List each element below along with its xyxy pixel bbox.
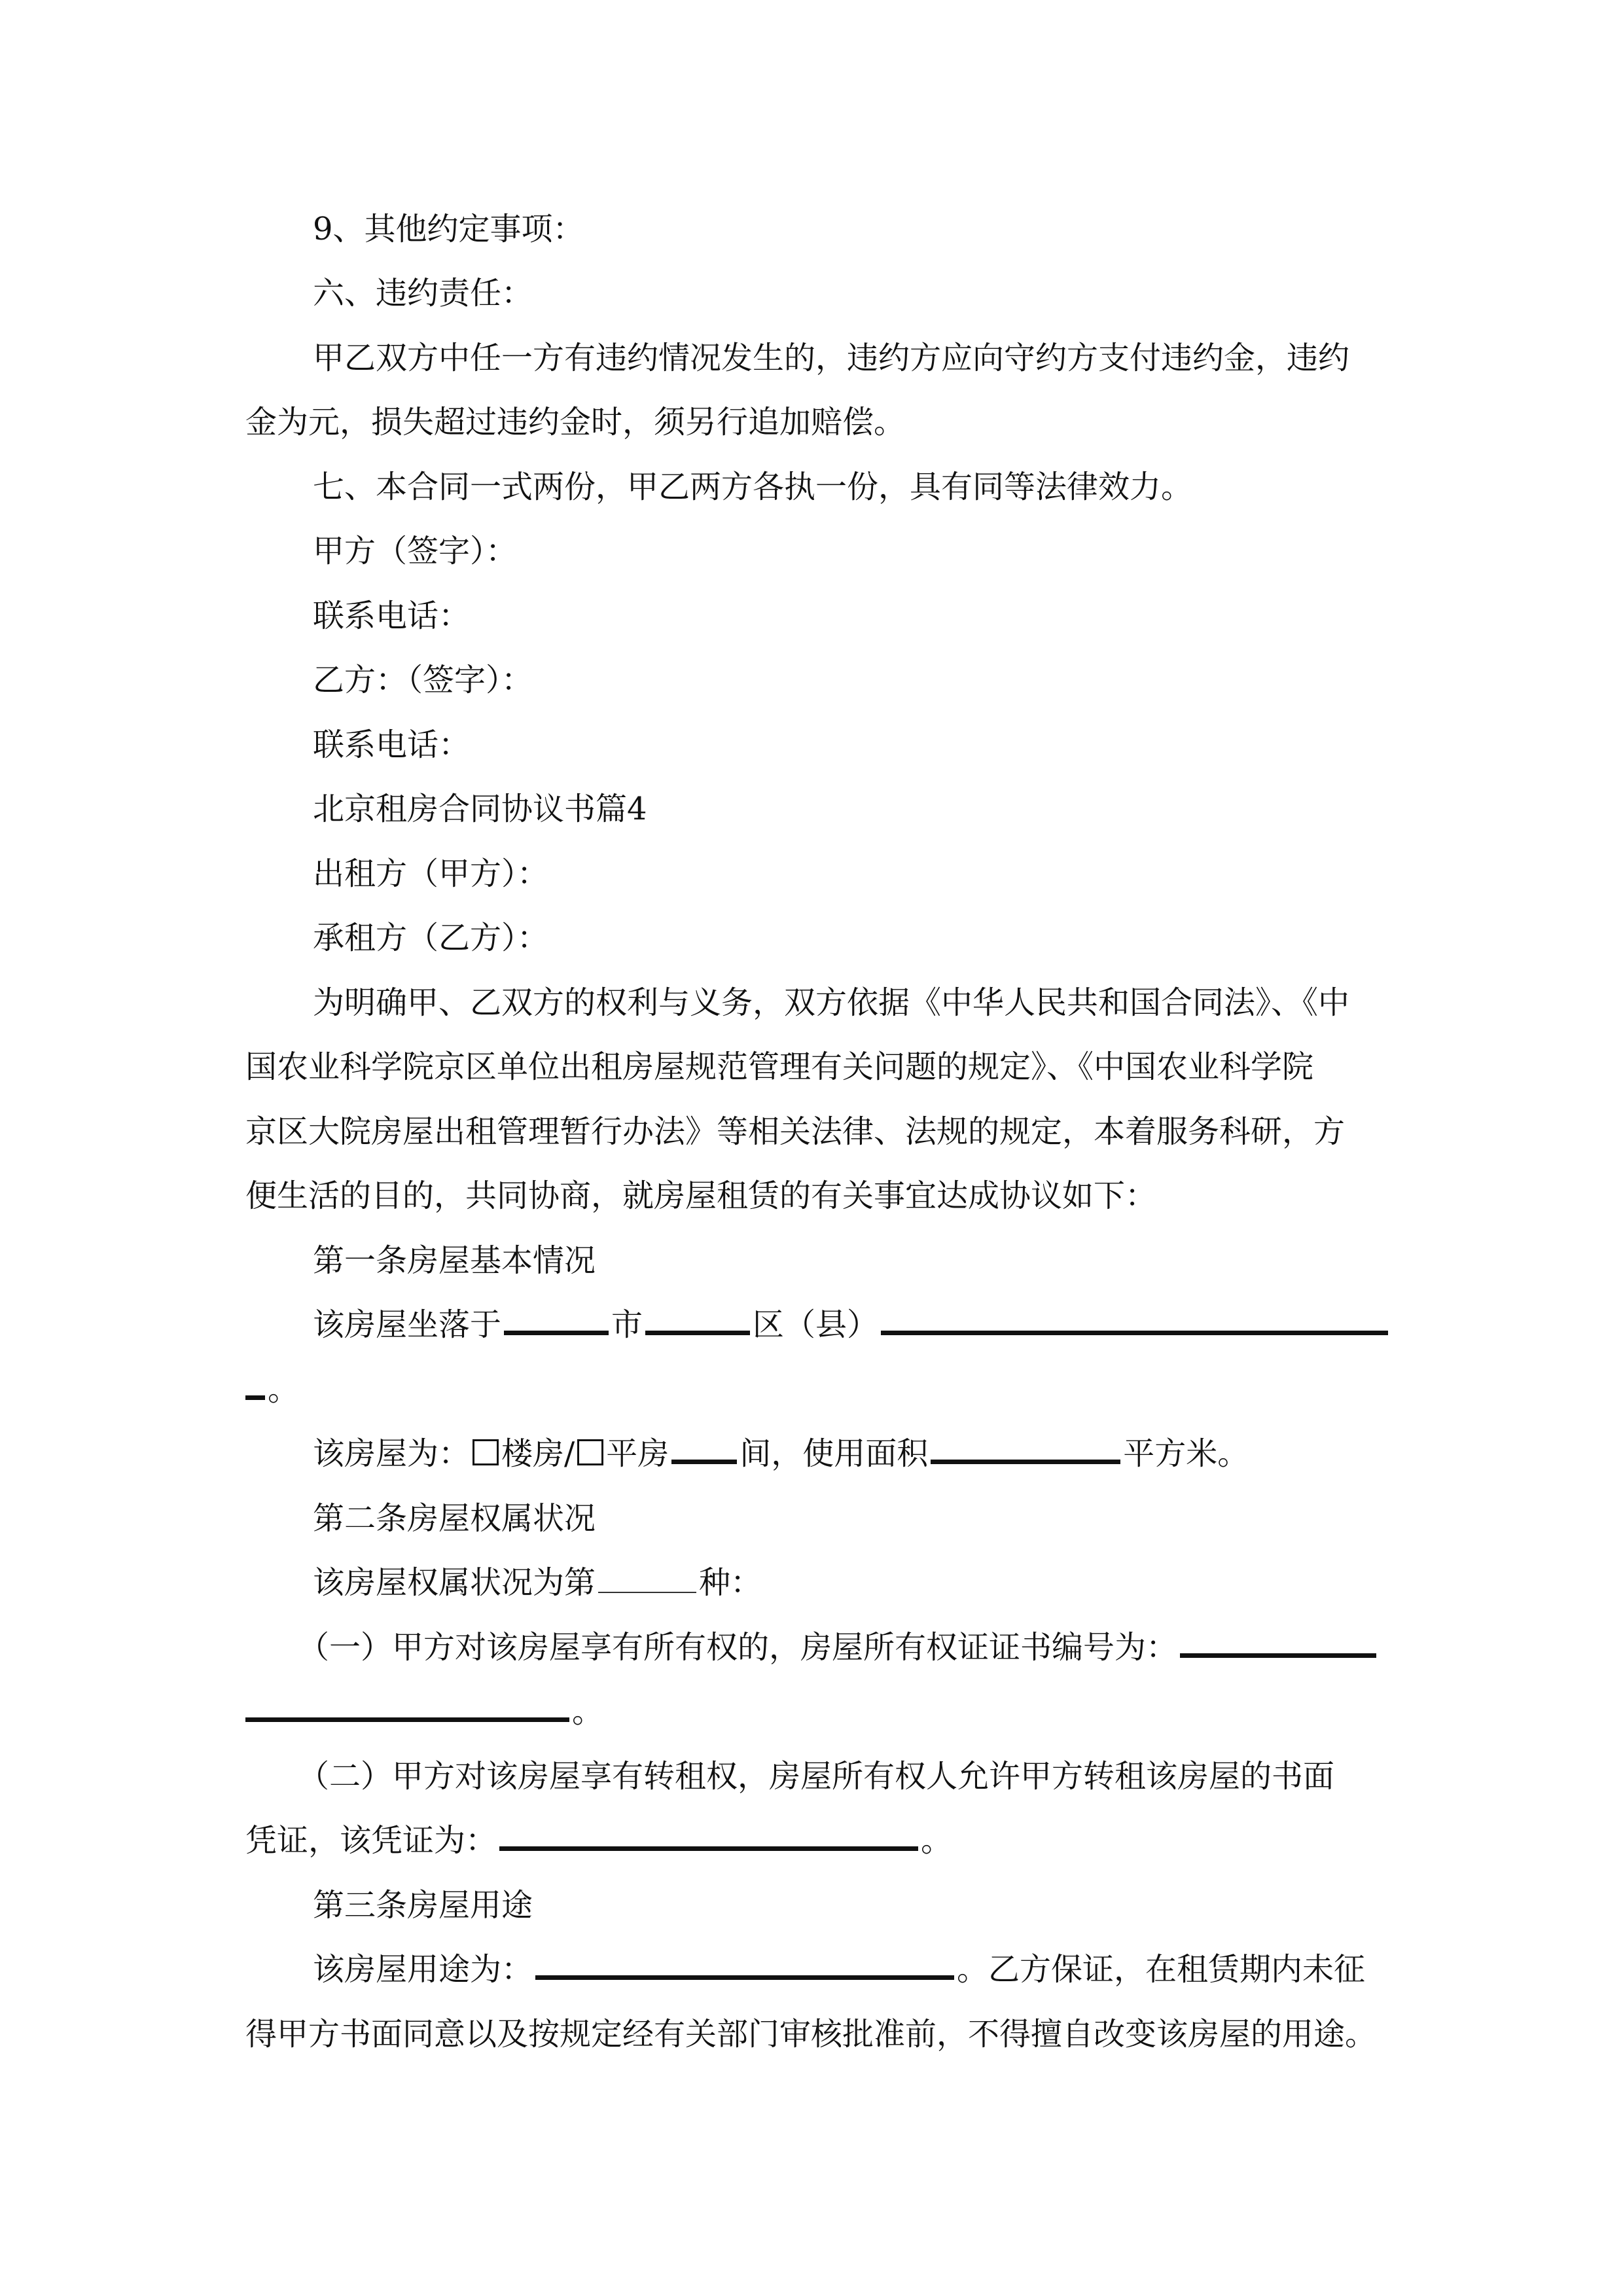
article-3-heading: 第三条房屋用途 [313, 1887, 533, 1924]
ownership-clause-1-text: （一）甲方对该房屋享有所有权的，房屋所有权证证书编号为： [298, 1629, 1178, 1666]
ownership-type-blank[interactable] [598, 1566, 696, 1593]
district-blank[interactable] [645, 1304, 750, 1335]
usage-line-2: 得甲方书面同意以及按规定经有关部门审核批准前，不得擅自改变该房屋的用途。 [245, 2016, 1377, 2053]
location-label: 该房屋坐落于 [313, 1306, 502, 1343]
article-2-heading: 第二条房屋权属状况 [313, 1500, 596, 1537]
breach-paragraph-line-1: 甲乙双方中任一方有违约情况发生的，违约方应向守约方支付违约金，违约 [313, 340, 1350, 376]
sublease-period: 。 [921, 1822, 953, 1859]
district-label: 区（县） [753, 1306, 879, 1343]
usage-guarantee: 。乙方保证，在租赁期内未征 [957, 1951, 1366, 1988]
ownership-type-suffix: 种： [699, 1564, 762, 1601]
city-label: 市 [611, 1306, 643, 1343]
sublease-clause-line-2 [245, 1808, 952, 1873]
room-count-blank[interactable] [671, 1433, 737, 1464]
usage-blank[interactable] [535, 1949, 954, 1980]
city-blank[interactable] [504, 1304, 609, 1335]
contract-title-part-4: 北京租房合同协议书篇4 [313, 791, 647, 827]
certificate-number-blank-continued[interactable] [245, 1691, 569, 1722]
location-line [313, 1292, 1391, 1357]
address-blank-continued[interactable] [245, 1369, 265, 1400]
clause-9-other-matters: 9、其他约定事项： [313, 211, 584, 247]
usage-line [313, 1937, 1365, 2002]
usage-label: 该房屋用途为： [313, 1951, 533, 1988]
location-period: 。 [268, 1371, 300, 1408]
house-type-line [313, 1421, 1249, 1486]
preamble-line-4: 便生活的目的，共同协商，就房屋租赁的有关事宜达成协议如下： [245, 1177, 1157, 1214]
address-blank[interactable] [881, 1304, 1388, 1335]
lessor-label: 出租方（甲方）： [313, 855, 549, 892]
breach-paragraph-line-2: 金为元，损失超过违约金时，须另行追加赔偿。 [245, 404, 906, 440]
building-label: 楼房/ [501, 1435, 575, 1472]
area-blank[interactable] [931, 1433, 1120, 1464]
section-6-heading: 六、违约责任： [313, 275, 533, 312]
area-label: 间，使用面积 [740, 1435, 929, 1472]
area-unit: 平方米。 [1123, 1435, 1249, 1472]
ownership-clause-1-period: 。 [572, 1693, 604, 1730]
location-line-end [245, 1357, 299, 1422]
party-b-signature-label: 乙方：（签字）： [313, 662, 533, 698]
ownership-type-label: 该房屋权属状况为第 [313, 1564, 596, 1601]
preamble-line-2: 国农业科学院京区单位出租房屋规范管理有关问题的规定》、《中国农业科学院 [245, 1049, 1314, 1085]
ownership-type-line [313, 1550, 762, 1615]
section-7-copies: 七、本合同一式两份，甲乙两方各执一份，具有同等法律效力。 [313, 469, 1193, 505]
ownership-clause-1-end [245, 1679, 603, 1744]
house-type-label: 该房屋为： [313, 1435, 471, 1472]
preamble-line-1: 为明确甲、乙双方的权利与义务，双方依据《中华人民共和国合同法》、《中 [313, 984, 1350, 1021]
party-b-phone-label: 联系电话： [313, 726, 471, 763]
bungalow-label: 平房 [606, 1435, 669, 1472]
lessee-label: 承租方（乙方）： [313, 920, 549, 956]
voucher-blank[interactable] [499, 1820, 918, 1851]
sublease-clause-line-1: （二）甲方对该房屋享有转租权，房屋所有权人允许甲方转租该房屋的书面 [298, 1758, 1335, 1795]
certificate-number-blank[interactable] [1180, 1627, 1376, 1658]
preamble-line-3: 京区大院房屋出租管理暂行办法》等相关法律、法规的规定，本着服务科研，方 [245, 1113, 1346, 1150]
party-a-signature-label: 甲方（签字）： [313, 533, 518, 569]
sublease-voucher-label: 凭证，该凭证为： [245, 1822, 497, 1859]
ownership-clause-1 [298, 1615, 1379, 1680]
party-a-phone-label: 联系电话： [313, 598, 471, 634]
bungalow-checkbox[interactable] [577, 1439, 603, 1465]
building-checkbox[interactable] [473, 1439, 499, 1465]
article-1-heading: 第一条房屋基本情况 [313, 1242, 596, 1279]
